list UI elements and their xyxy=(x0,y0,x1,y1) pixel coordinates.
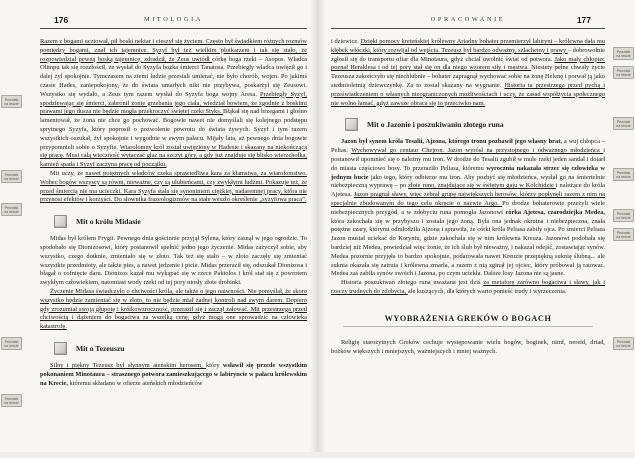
margin-note-line1: Pewniak xyxy=(616,170,631,175)
margin-note-tab xyxy=(613,228,634,241)
page-body xyxy=(40,38,307,458)
underlined-text: Przebiegły Syzyf, spodziewając się śmierci, zabronił żonie grzebania jego ciała, wiedział bowiem, że zgodnie z boskimi prawami jego dusza nie będzie mogła przekroczyć świętej rzeki Styks. xyxy=(40,90,307,116)
margin-note-line1: Pewniak xyxy=(4,339,19,344)
body-text: Błąkał się nad brzegami i głośno lamentował, że żona nie chce go pochować. Bogowie nawet nie domyślali się kolejnego podstępu sprytnego Syzyfa, który poprosił o pozwolenie powrotu do świata żywych. Syzyf i tym razem wszystkich oszukał, żył spokojnie i wygodnie w swym pałacu. Mijały lata, aż pewnego dnia bogowie przypomnieli sobie o Syzyfie. xyxy=(40,108,307,151)
page-right xyxy=(317,0,635,452)
body-text: ale kuszących, dla których warto ponieść trudy i wyrzeczenia. xyxy=(407,287,567,295)
margin-note-line2: na teście xyxy=(4,344,19,349)
margin-note-line1: Pewniak xyxy=(616,68,631,73)
margin-note-line2: na teście xyxy=(4,102,19,107)
underlined-text: Wychowywał go centaur Chejron. Jazon wyrósł na przystojnego i odważnego młodzieńca xyxy=(351,147,604,155)
bold-text: Jazon był synem króla Tesalii, Ajzona, którego tronu pozbawił jego własny brat, xyxy=(341,138,564,146)
margin-note-tab xyxy=(613,47,634,60)
margin-note-line2: na teście xyxy=(4,210,19,215)
body-text: i postanowił upomnieć się o należny mu tron. W drodze do Tesalii zgubił w mule rzeki jeden sandał i dotarł do miasta częściowo bosy. To przeraziło Peliasa, któremu xyxy=(331,147,605,172)
body-text: i należące do króla Ajetesa. xyxy=(331,182,605,199)
margin-note-tab xyxy=(613,168,634,181)
body-text: Historia poszukiwań złotego runa uważana jest dziś xyxy=(341,279,484,287)
note-icon xyxy=(54,215,67,228)
page-left xyxy=(0,0,318,452)
note-icon xyxy=(345,118,358,131)
heading-rule xyxy=(343,326,593,327)
chapter-heading: WYOBRAŻENIA GREKÓW O BOGACH xyxy=(384,313,552,323)
margin-note-tab xyxy=(1,95,22,108)
body-text: Midas był królem Frygii. Pewnego dnia gościnnie przyjął Sylena, który zasnął w jego ogrodzie. To spodobało się Dionizosowi, który postanowił spełnić jedno jego życzenie. Midas zażyczył sobie, aby wszystko, czego dotknie, zmieniało się w złoto. Tak też się stało – w złoto zaczęły się zmieniać wszystkie przedmioty, ale także pies, a nawet jedzenie i picie. Midas przeraził się, odszukał Dionizosa i błagał o cofnięcie daru. Dionizos kazał mu wykąpać się w rzece Paktolos i król stał się z powrotem zwykłym człowiekiem, natomiast wody rzeki od tej pory niosły złote drobinki. xyxy=(40,235,307,287)
body-paragraph xyxy=(331,138,605,279)
margin-note-line1: Pewniak xyxy=(4,97,19,102)
underlined-text: za metaforę zarówno bogactwa i sławy, jak i rzeczy trudnych do zdobycia, xyxy=(331,279,605,295)
body-text: jako tego, który odbierze mu tron. Aby pozbyć się młodzieńca, wysłał go na śmiertelnie niebezpieczną wyprawę – po xyxy=(331,173,605,190)
body-text: Mit uczy, że xyxy=(50,169,86,177)
body-text: córkę boga rzeki – Asopos. Władca Olimpu tak się rozzłościł, że wysłał do Syzyfa bożka śmierci Tanatosa. Przebiegły władca uwięził go i dalej żył spokojnie. Tymczasem na ziemi ludzie przestali umierać, nie było chorób, wojen. Po jakimś czasie Hades, zaniepokojony, że do świata umarłych nikt nie przybywa, poskarżył się Zeusowi. Wszystko się wydało, a Zeus tym razem wysłał do Syzyfa boga wojny Aresa. xyxy=(40,55,307,98)
margin-note-tab xyxy=(613,209,634,222)
page-body xyxy=(331,38,605,458)
body-text: któremu składano w ofierze ateńskich młodzieńców xyxy=(69,379,203,387)
page-header xyxy=(331,15,605,29)
page-number: 177 xyxy=(576,15,591,25)
body-paragraph xyxy=(331,279,605,297)
margin-note-tab xyxy=(1,203,22,216)
body-text: – dobrowolnie zgłosił się do transportu ofiar dla Minotaura, gdyż chciał uwolnić świat od potwora. xyxy=(331,46,605,63)
underlined-text: złote runo, znajdujące się w świętym gaju w Kolchidzie xyxy=(408,182,556,190)
body-text: Niestety pełne chwały życie Tezeusza zakończyło się niechlubnie – bohater zapragnął wychować sobie na żonę Helenę i porwał ją jako siedmioletnią dziewczynkę. Za to został skazany na wygnanie. xyxy=(331,64,605,89)
body-text: który xyxy=(206,361,223,369)
page-number: 176 xyxy=(54,15,69,25)
underlined-text: Dzięki pomocy kreteńskiej królewny Ariadny bohater przemierzył labirynt – królewna dała mu kłębek włóczki, który rozwijał od wejścia. Tezeusz był bardzo odważny, szlachetny i prawy xyxy=(331,38,605,54)
margin-note-line1: Pewniak xyxy=(616,211,631,216)
margin-note-line1: Pewniak xyxy=(616,49,631,54)
margin-note-tab xyxy=(1,394,22,407)
underlined-text: Życzenie Midasa świadczyło o chciwości króla, ale także o jego naiwności. Nie pomyślał, że skoro wszystko będzie zamieniać się w złoto, to nie będzie miał żadnej kontroli nad swym darem. Dopiero gdy zrozumiał swoją głupotę i krótkowzroczność, przeraził się i zaczął żałować. Mit przestrzega przed chciwością i dążeniem do bogactwa za wszelką cenę, gdyż mogą one sprowadzić na człowieka katastrofę. xyxy=(40,287,307,331)
body-paragraph xyxy=(40,38,307,170)
margin-note-tab xyxy=(1,337,22,350)
page-header xyxy=(40,15,307,29)
body-text: i dziewice. xyxy=(331,38,361,45)
underlined-text: Razem z bogami ucztował, pił boski nektar i cieszył się życiem. Często był świadkiem różnych rozmów pomiędzy bogami, znał ich tajemnice. Syzyf był też wielkim plotkarzem i tak się stało, że rozpowiedział pewną boską tajemnicę, zdradził, że Zeus uwiódł xyxy=(40,38,307,63)
margin-note-line2: na teście xyxy=(4,401,19,406)
margin-note-line2: na teście xyxy=(616,175,631,180)
underlined-text: Jako mały chłopiec poznał Heraklesa i od tej pory stał się on dla niego wzorem siły i męstwa. xyxy=(331,55,605,72)
bold-text: córka Ajetesa, czarodziejka Medea, xyxy=(505,208,605,216)
body-text: a wuj chłopca – Pelias. xyxy=(331,138,605,155)
underlined-text: Jazon pragnął sławy, więc zebrał grupę największych herosów, którzy popłynęli razem z nim na specjalnie zbudowanym do tego celu okręcie o nazwie Argo. xyxy=(331,191,605,207)
body-paragraph xyxy=(331,38,605,108)
margin-note-line2: na teście xyxy=(4,177,19,182)
section-heading xyxy=(54,215,307,228)
body-text: Po drodze bohaterowie przeżyli wiele niebezpiecznych przygód, a w zdobyciu runa pomogła Jazonowi xyxy=(331,199,605,216)
margin-note-line1: Pewniak xyxy=(4,396,19,401)
body-text: Religię starożytnych Greków cechuje występowanie wielu bogów, boginek, nimf, nereid, driad, bożków większych i mniejszych, ważniejszych i mniej ważnych. xyxy=(331,338,605,355)
margin-note-tab xyxy=(1,170,22,183)
margin-note-tab xyxy=(613,66,634,79)
section-heading xyxy=(345,118,605,131)
running-head: MITOLOGIA xyxy=(144,16,203,23)
margin-note-line1: Pewniak xyxy=(4,172,19,177)
body-text: która zakochała się w przybyszu i została jego żoną. Była ona jednak okrutna i niebezpieczna, znała potężne czary, którymi odmłodziła Ajzona i sprawiła, że córki króla Peliasa zabiły ojca. Po śmierci Peliasa Jazon musiał uciekać do Koryntu, gdzie zakochała się w nim królewna Kreuza. Jazonowi podobała się bardziej niż Medea, powiedział więc żonie, że ich ślub był nieważny, i nakazał odejść, zostawiając synów. Medea pozornie przyjęła to bardzo spokojnie, podarowała nawet Kreuzie przepiękną suknię ślubną... ale suknia okazała się zatruta i królewna zmarła, a razem z nią zginął jej ojciec, który próbował ją ratować. Medea zaś zabiła synów swoich i Jazona, po czym uciekła. Dalsze losy Jazona nie są jasne. xyxy=(331,217,605,278)
underlined-text: Historia ta przestrzega przed pychą i przeświadczeniem o własnych nieograniczonych możliwościach i uczy, że zasad współżycia społecznego nie wolno łamać, gdyż zawsze obraca się to przeciwko nam. xyxy=(331,81,605,107)
running-head: OPRACOWANIE xyxy=(430,16,506,23)
underlined-text: nawet potężnych władców czeka sprawiedliwa kara za kłamstwa, za wiarołomstwo. Wobec bogów wszyscy są równi, nieważne, czy są ulubieńcami, czy zwykłymi ludźmi. Pokazuje też, że przed śmiercią nie ma ucieczki. Kara Syzyfa stała się synonimem ciężkiej, nadaremnej pracy, która nie przynosi efektów i korzyści. Do słownika frazeologizmów na stałe weszło określenie „syzyfowa praca”. xyxy=(40,169,307,204)
margin-note-line1: Pewniak xyxy=(616,339,631,344)
bold-text: wsławił się przede wszystkim pokonaniem Minotaura – strasznego potwora zamieszkującego w labiryncie w pałacu królewskim na Krecie, xyxy=(40,361,307,387)
section-heading xyxy=(54,342,307,355)
margin-note-line2: na teście xyxy=(616,54,631,59)
note-icon xyxy=(54,342,67,355)
body-paragraph xyxy=(40,170,307,205)
body-paragraph xyxy=(331,339,605,357)
margin-note-line1: Pewniak xyxy=(616,119,631,124)
underlined-text: Wiarołomny król został uwięziony w Hadesie i skazany na niekończącą się pracę. Musi całą wieczność wytaczać głaz na szczyt góry, a gdy już znajduje się blisko wierzchołka, kamień spada i Syzyf zaczyna pracę od początku. xyxy=(40,143,307,169)
margin-note-line2: na teście xyxy=(616,344,631,349)
body-paragraph xyxy=(40,235,307,288)
body-paragraph xyxy=(40,362,307,388)
section-title: Mit o królu Midasie xyxy=(76,217,141,227)
margin-note-line1: Pewniak xyxy=(4,205,19,210)
bold-text: wyrocznia nakazała strzec się człowieka w jednym bucie xyxy=(331,164,605,181)
margin-note-tab xyxy=(613,337,634,350)
section-title: Mit o Jazonie i poszukiwaniu złotego runa xyxy=(367,120,504,130)
section-title: Mit o Tezeuszu xyxy=(76,343,125,353)
body-paragraph xyxy=(40,288,307,332)
margin-note-line2: na teście xyxy=(616,216,631,221)
margin-note-tab xyxy=(613,117,634,130)
margin-note-line1: Pewniak xyxy=(616,230,631,235)
margin-note-line2: na teście xyxy=(616,235,631,240)
margin-note-line2: na teście xyxy=(616,124,631,129)
underlined-text: Silny i piękny Tezeusz był słynnym ateńskim herosem, xyxy=(50,361,207,369)
margin-note-line2: na teście xyxy=(616,73,631,78)
